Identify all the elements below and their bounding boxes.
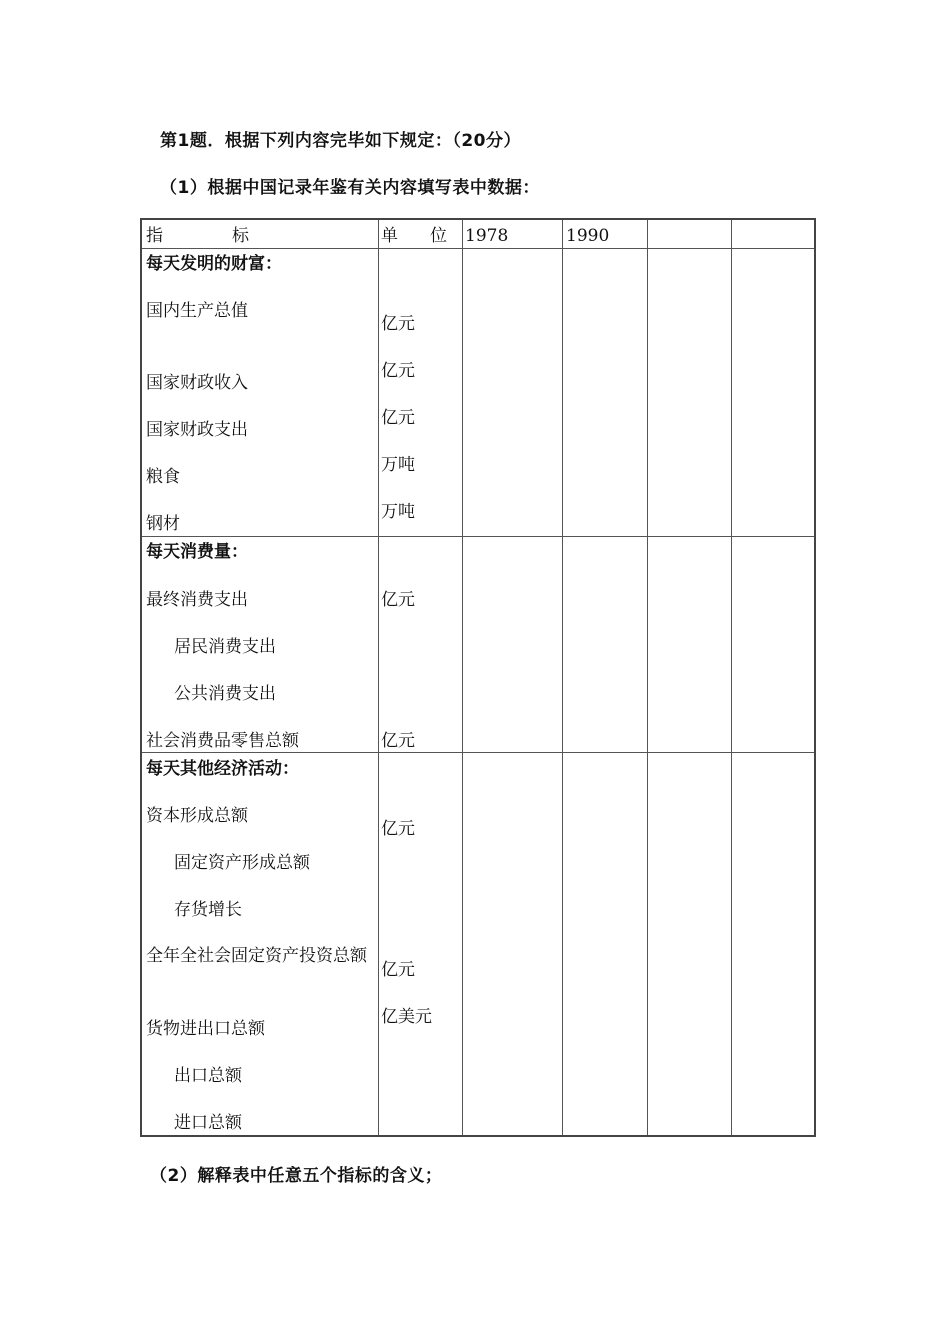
column-divider bbox=[647, 220, 648, 1135]
question-title: 第1题．根据下列内容完毕如下规定：（20分） bbox=[160, 131, 521, 151]
header-indicator-1: 指 bbox=[146, 226, 163, 246]
section-divider bbox=[142, 536, 814, 537]
header-unit-1: 单 bbox=[381, 226, 398, 246]
unit-label: 万吨 bbox=[381, 502, 415, 522]
indicator-label: 出口总额 bbox=[174, 1066, 242, 1086]
section-heading: 每天消费量： bbox=[146, 542, 248, 562]
column-divider bbox=[378, 220, 379, 1135]
unit-label: 亿美元 bbox=[381, 1007, 432, 1027]
header-unit-2: 位 bbox=[430, 226, 447, 246]
question-subtitle: （1）根据中国记录年鉴有关内容填写表中数据： bbox=[160, 178, 540, 198]
column-divider bbox=[462, 220, 463, 1135]
question-part-2: （2）解释表中任意五个指标的含义； bbox=[150, 1166, 443, 1186]
unit-label: 亿元 bbox=[381, 408, 415, 428]
indicator-label: 居民消费支出 bbox=[174, 637, 276, 657]
indicator-label: 国家财政支出 bbox=[146, 420, 248, 440]
unit-label: 亿元 bbox=[381, 960, 415, 980]
indicator-label: 最终消费支出 bbox=[146, 590, 248, 610]
indicator-label: 存货增长 bbox=[174, 900, 242, 920]
indicator-label: 国家财政收入 bbox=[146, 373, 248, 393]
section-divider bbox=[142, 752, 814, 753]
unit-label: 亿元 bbox=[381, 731, 415, 751]
header-year-1990: 1990 bbox=[566, 226, 610, 246]
indicator-label: 进口总额 bbox=[174, 1113, 242, 1133]
indicator-label: 资本形成总额 bbox=[146, 806, 248, 826]
indicator-label: 货物进出口总额 bbox=[146, 1019, 265, 1039]
header-divider bbox=[142, 248, 814, 249]
unit-label: 亿元 bbox=[381, 361, 415, 381]
unit-label: 亿元 bbox=[381, 819, 415, 839]
indicator-label: 公共消费支出 bbox=[174, 684, 276, 704]
statistics-table bbox=[140, 218, 816, 1137]
indicator-label: 固定资产形成总额 bbox=[174, 853, 310, 873]
column-divider bbox=[731, 220, 732, 1135]
indicator-label: 粮食 bbox=[146, 467, 180, 487]
unit-label: 亿元 bbox=[381, 314, 415, 334]
indicator-label: 钢材 bbox=[146, 514, 180, 534]
indicator-label: 国内生产总值 bbox=[146, 301, 248, 321]
section-heading: 每天其他经济活动： bbox=[146, 759, 299, 779]
column-divider bbox=[562, 220, 563, 1135]
indicator-label: 全年全社会固定资产投资总额 bbox=[146, 946, 367, 966]
section-heading: 每天发明的财富： bbox=[146, 254, 282, 274]
header-year-1978: 1978 bbox=[465, 226, 509, 246]
unit-label: 亿元 bbox=[381, 590, 415, 610]
indicator-label: 社会消费品零售总额 bbox=[146, 731, 299, 751]
header-indicator-2: 标 bbox=[232, 226, 249, 246]
unit-label: 万吨 bbox=[381, 455, 415, 475]
